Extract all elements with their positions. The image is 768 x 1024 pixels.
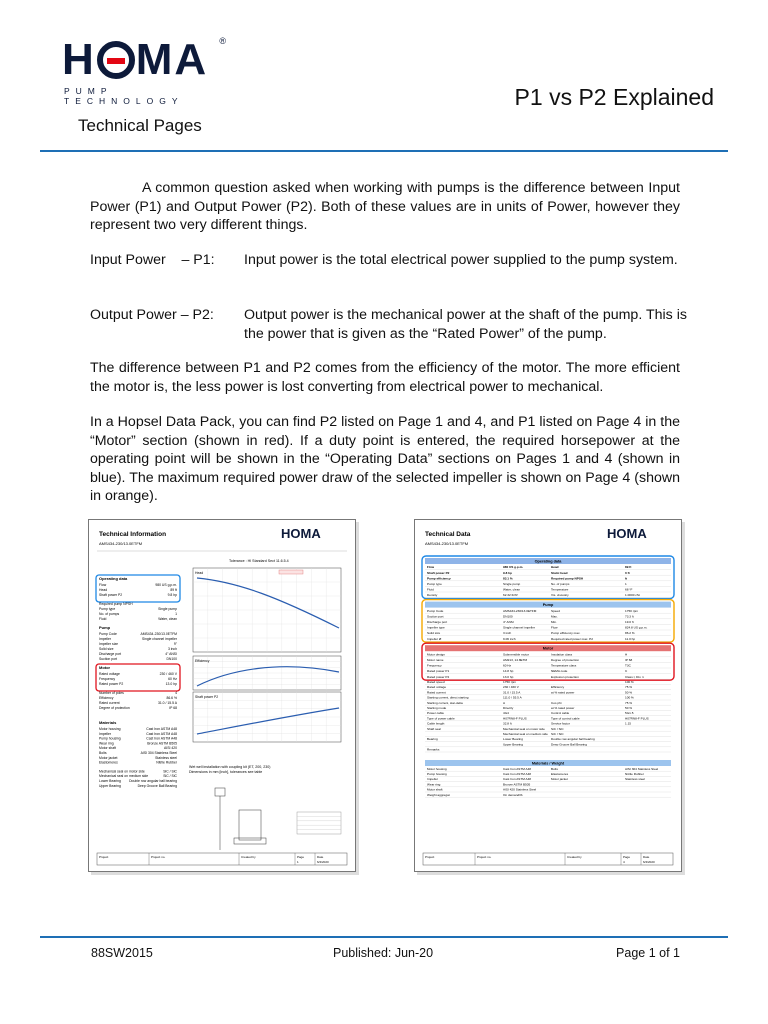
page1-spec-label: Fluid xyxy=(99,617,107,621)
definition-p1 xyxy=(90,251,690,270)
page4-cell: Bearing xyxy=(427,737,438,742)
page4-cell: H07RN8-F PLUS xyxy=(503,716,527,721)
page4-cell: Fluid xyxy=(427,587,434,592)
page4-cell: 11.0 hp xyxy=(625,636,636,641)
page1-spec-value: 230 / 460 V xyxy=(159,672,177,676)
page4-cell: 89 ft xyxy=(625,565,632,570)
page1-dimension-drawing xyxy=(215,788,341,850)
page4-cell: 19.0 ft xyxy=(625,620,634,624)
page4-cell: 75 % xyxy=(625,700,633,705)
page1-logo: HOMA xyxy=(281,526,321,541)
page4-cell: Impeller type xyxy=(427,625,445,630)
page4-cell: 4G4 xyxy=(503,711,509,716)
page1-spec-label: Impeller size xyxy=(99,642,119,646)
page1-spec-label: Discharge port xyxy=(99,652,122,656)
page1-spec-label: Elastomeres xyxy=(99,760,118,765)
page4-footer-table xyxy=(423,853,673,865)
header-divider xyxy=(40,150,728,152)
page4-cell: Pump efficiency xyxy=(427,576,451,581)
page4-cell: 1.15 xyxy=(625,721,632,726)
page4-cell: H07RN8-F PLUS xyxy=(625,716,649,721)
page4-cell: 73.3 ft xyxy=(625,614,634,619)
page4-cell: Type of control cable xyxy=(551,716,580,721)
datasheet-page-1-thumbnail xyxy=(88,519,356,872)
page1-spec-label: Suction port xyxy=(99,657,118,661)
page1-footer-label: Project no. xyxy=(151,855,166,859)
page1-spec-label: Mechanical seal on motor side xyxy=(99,769,145,774)
page4-cell: Cast Iron ASTM A48 xyxy=(503,766,532,771)
datasheet-page-1-drawing xyxy=(89,520,355,871)
page1-spec-label: Motor housing xyxy=(99,727,121,731)
page1-footer-label: Created by xyxy=(241,855,256,859)
page4-cell: 0 ft xyxy=(625,570,630,575)
page4-cell: Weight aggregat xyxy=(427,792,450,797)
page1-spec-label: Impeller xyxy=(99,731,112,736)
page1-spec-value: 3 inch xyxy=(167,647,177,651)
page4-cell: Motor shaft xyxy=(427,787,443,792)
page1-spec-value: AISI 304 Stainless Steel xyxy=(140,751,177,755)
page1-spec-label: Rated voltage xyxy=(99,672,120,676)
definition-term: Output Power – P2: xyxy=(90,307,214,323)
logo-tagline: PUMP TECHNOLOGY xyxy=(64,86,184,106)
page1-spec-value: Cast Iron ASTM A48 xyxy=(146,727,177,731)
page4-cell: On demand/lb xyxy=(503,792,523,797)
page4-cell: 100 % xyxy=(625,680,634,684)
page4-cell: 100 % xyxy=(625,695,634,700)
page4-cell: Speed xyxy=(551,608,560,613)
page4-cell: 1 xyxy=(625,582,627,586)
page1-footer-frame xyxy=(97,853,347,865)
page1-spec-value: Bronze ASTM B505 xyxy=(147,741,177,746)
page4-footer-label: Project xyxy=(425,855,435,859)
page4-cell: Rated speed xyxy=(427,680,445,684)
page4-cell: Bronze ASTM B505 xyxy=(503,782,531,787)
page4-cell: 68 °F xyxy=(625,587,633,592)
logo-o-mark xyxy=(97,41,135,79)
page4-cell: 62.32 lb/ft³ xyxy=(503,593,518,598)
logo-wordmark: H MA xyxy=(62,35,209,84)
page4-cell: at % rated power xyxy=(551,706,575,710)
page4-cell: SiC / SiC xyxy=(551,732,564,736)
page1-section-heading: Materials xyxy=(99,720,117,725)
page4-cell: Shaft power P2 xyxy=(427,570,450,575)
page1-spec-value: 980 US g.p.m. xyxy=(155,583,177,587)
difference-paragraph: The difference between P1 and P2 comes from the efficiency of the motor. The more efficient the motor is, the less power is lost converting from electrical power to mechanical. xyxy=(90,360,680,395)
page4-cell: Required rated power max. P2 xyxy=(551,636,593,641)
page1-spec-value: Stainless steel xyxy=(155,755,177,760)
page4-cell: Rated power P1 xyxy=(427,669,450,674)
page4-cell: 83.1 % xyxy=(503,576,513,581)
page4-cell: SiC / SiC xyxy=(551,726,564,731)
page4-cell: Motor design xyxy=(427,652,445,657)
page4-cell: Rated voltage xyxy=(427,685,447,690)
page1-drawing-part xyxy=(215,788,225,796)
page1-footer-value: 1 xyxy=(297,860,299,864)
page4-cell: Flow xyxy=(551,625,558,630)
page1-spec-value: 9" xyxy=(173,642,177,646)
page4-cell: Mechanical seal on motor side xyxy=(503,726,545,731)
page4-cell: Degree of protection xyxy=(551,658,580,662)
page4-cell: 1750 rpm xyxy=(503,680,517,684)
page1-spec-value: 4 xyxy=(175,691,177,695)
page4-cell: Solid size xyxy=(427,631,441,636)
page4-cell: 9.06 inch xyxy=(503,636,516,641)
page4-cell: 31.0 / 15.5 A xyxy=(503,690,521,695)
page4-cell: Max. xyxy=(551,614,558,619)
page1-chart-caption: Tolerance : HI Standard Sect 11.6.5.4 xyxy=(229,559,289,563)
page1-spec-label: Shaft power P2 xyxy=(99,593,123,597)
page1-spec-value: Nitrile Rubber xyxy=(156,760,177,765)
page4-cell: 9.8 hp xyxy=(503,570,512,575)
footer-published: Published: Jun-20 xyxy=(333,946,434,960)
datasheet-page-4-drawing xyxy=(415,520,681,871)
page4-cell: Vis. viscosity xyxy=(551,593,569,598)
page1-dimension-table xyxy=(297,812,341,834)
page1-footer-label: Page xyxy=(297,855,305,859)
page4-cell: 824.8 US g.p.m. xyxy=(625,625,648,630)
page1-spec-value: DN100 xyxy=(166,657,177,661)
page4-cell: Pump housing xyxy=(427,772,447,776)
page4-cell: 50 % xyxy=(625,706,633,710)
page4-cell: Upper Bearing xyxy=(503,742,523,747)
page4-cell: Frequency xyxy=(427,663,442,668)
page4-cell: Cast Iron ASTM A48 xyxy=(503,777,532,782)
page4-section-heading: Pump xyxy=(542,603,554,607)
page1-spec-value: 13.0 hp xyxy=(165,682,177,686)
page1-performance-chart xyxy=(193,568,341,742)
page4-cell: Flow xyxy=(427,565,435,570)
hopsel-paragraph: In a Hopsel Data Pack, you can find P2 listed on Page 1 and 4, and P1 listed on Page 4 in the “Motor” section (shown in red). If a duty point is entered, the required horsepower at the operating point will be shown in the “Operating Data” sections on Pages 1 and 4 (shown in blue). The maximum required power draw of the selected impeller is shown on Page 4 (shown in orange). xyxy=(90,414,680,505)
page4-cell: Motor name xyxy=(427,658,444,662)
page1-spec-column xyxy=(96,575,180,788)
page1-spec-label: Impeller xyxy=(99,637,112,641)
page1-spec-label: Motor shaft xyxy=(99,746,116,751)
page4-cell: Motor housing xyxy=(427,766,447,771)
page4-cell: 32.8 ft xyxy=(503,721,512,726)
page1-section-heading: Motor xyxy=(99,665,111,670)
page4-cell: Shaft seal xyxy=(427,726,441,731)
page4-cell: T3C xyxy=(625,663,631,668)
page4-cell: Cos phi xyxy=(551,700,562,705)
page4-cell: Deep Groove Ball Bearing xyxy=(551,742,587,747)
page4-cell: 980 US g.p.m. xyxy=(503,565,524,570)
footer-page-number: Page 1 of 1 xyxy=(616,946,680,960)
page4-footer-value: 4 xyxy=(623,860,625,864)
definition-desc: Input power is the total electrical power supplied to the pump system. xyxy=(244,252,678,268)
page4-cell: 14.8 hp xyxy=(503,669,514,674)
page1-spec-label: Solid size xyxy=(99,647,114,651)
page1-drawing-pump xyxy=(239,810,261,840)
page4-cell: 5G1.5 xyxy=(625,711,634,716)
page1-spec-label: Head xyxy=(99,588,108,592)
page4-cell: Class I, Div. 1 xyxy=(625,674,644,679)
page4-cell: Bolts xyxy=(551,766,558,771)
page4-cell: C xyxy=(625,669,628,674)
page4-cell: AMS434-230/13.0ETFM xyxy=(503,608,537,613)
page1-spec-value: 9.8 hp xyxy=(167,593,177,597)
page1-spec-value: 1 xyxy=(175,612,177,616)
page4-cell: Temperature class xyxy=(551,663,577,668)
page1-tolerance-box xyxy=(279,570,303,574)
page1-spec-value: 60 Hz xyxy=(168,677,177,681)
page1-install-note: Wet well installation with coupling kit (ET, 200, 230) xyxy=(189,765,271,769)
page1-spec-value: SiC / SiC xyxy=(163,769,177,774)
page4-cell: Static head xyxy=(551,570,568,575)
page4-logo: HOMA xyxy=(607,526,647,541)
page1-spec-label: Frequency xyxy=(99,677,116,681)
page4-footer-label: Created by xyxy=(567,855,582,859)
page4-title: Technical Data xyxy=(425,531,471,538)
page4-cell: Directly xyxy=(503,706,514,710)
intro-paragraph: A common question asked when working with pumps is the difference between Input Power (P1) and Output Power (P2). Both of these values are in units of Power, however they represent two very different things. xyxy=(90,180,680,234)
page4-cell: Pump type xyxy=(427,582,442,586)
page4-cell: Head xyxy=(551,565,559,570)
page1-spec-label: Rated current xyxy=(99,701,120,705)
page1-spec-value: 31.0 / 15.5 A xyxy=(157,701,177,705)
logo-registered-mark: ® xyxy=(219,36,226,46)
page4-footer-label: Project no. xyxy=(477,855,492,859)
page4-cell: Rated current xyxy=(427,690,446,695)
page1-footer-label: Project xyxy=(99,855,109,859)
page1-section-heading: Pump xyxy=(99,625,111,630)
page1-spec-value: Deep Groove Ball Bearing xyxy=(137,783,177,788)
page1-spec-label: Number of poles xyxy=(99,691,124,695)
page4-cell: Rated power P2 xyxy=(427,674,450,679)
page4-cell: DN100 xyxy=(503,614,513,619)
page4-cell: Remarks xyxy=(427,747,440,752)
page4-cell: Impeller xyxy=(427,777,439,782)
page4-footer-label: Date xyxy=(643,855,650,859)
page1-spec-label: Pump Code xyxy=(99,632,117,636)
homa-logo xyxy=(62,35,226,106)
page4-cell: Min. xyxy=(551,620,557,624)
page4-cell: Efficiency xyxy=(551,685,565,690)
page1-spec-value: AMS434-230/13.0ETFM xyxy=(140,632,177,636)
page4-cell: Submersible motor xyxy=(503,652,529,657)
page4-cell: 86.2 % xyxy=(625,631,635,636)
page4-cell: ft xyxy=(625,576,628,581)
page4-cell: Double row angular ball bearing xyxy=(551,737,595,742)
page4-cell: 1750 rpm xyxy=(625,608,639,613)
page4-cell: 111.0 / 55.5 A xyxy=(503,695,522,700)
definition-desc: Output power is the mechanical power at the shaft of the pump. This is the power that is given as the “Rated Power” of the pump. xyxy=(244,307,687,342)
page1-chart-label-efficiency: Efficiency xyxy=(195,659,210,663)
section-title: Technical Pages xyxy=(78,116,202,135)
page4-cell: A xyxy=(503,700,506,705)
page4-cell: AM213, 14.8ETM xyxy=(503,658,528,662)
page4-section-heading: Materials / Weight xyxy=(531,761,565,766)
page4-cell: Control cable xyxy=(551,711,570,716)
footer-divider xyxy=(40,936,728,938)
page4-footer-frame xyxy=(423,853,673,865)
page4-footer-label: Page xyxy=(623,855,631,859)
page1-chart-label-head: Head xyxy=(195,571,204,575)
page4-cell: AISI 304 Stainless Steel xyxy=(625,766,659,771)
page4-cell: Power cable xyxy=(427,711,445,716)
page4-cell: 1.0000 cSt xyxy=(625,593,640,598)
page4-cell: Nitrile Rubber xyxy=(625,772,644,776)
page1-spec-value: Cast Iron ASTM A48 xyxy=(146,736,177,741)
page4-cell: AISI 420 Stainless Steel xyxy=(503,787,537,792)
page4-cell: Suction port xyxy=(427,614,444,619)
page4-cell: Type of power cable xyxy=(427,716,455,721)
page4-cell: 3 inch xyxy=(503,631,512,636)
page1-title: Technical Information xyxy=(99,531,167,538)
page1-spec-value: IP 68 xyxy=(169,706,177,710)
page1-efficiency-curve xyxy=(197,667,339,686)
page1-spec-value: SiC / SiC xyxy=(163,774,177,779)
page4-model: AMS434-230/13.0ETFM xyxy=(425,541,469,546)
page4-cell: Cable length xyxy=(427,721,445,726)
page4-cell: Temperature xyxy=(551,587,569,592)
page4-data-tables xyxy=(422,556,674,797)
page4-cell: Water, clean xyxy=(503,587,521,592)
page1-spec-label: Degree of protection xyxy=(99,706,130,710)
definition-p2 xyxy=(90,306,690,343)
page1-spec-value: 89 ft xyxy=(170,588,177,592)
page4-cell: Mechanical seal on medium side xyxy=(503,732,548,736)
page1-footer-value: 6/4/2020 xyxy=(317,860,329,864)
page4-section-heading: Motor xyxy=(542,646,554,651)
page1-spec-label: Wear ring xyxy=(99,741,114,746)
page4-cell: Density xyxy=(427,593,438,598)
page1-spec-label: Upper Bearing xyxy=(99,783,121,788)
page1-spec-label: Efficiency xyxy=(99,696,114,700)
page1-chart-label-power: Shaft power P2 xyxy=(195,695,219,699)
page1-spec-label: Rated power P2 xyxy=(99,682,124,686)
page1-footer-label: Date xyxy=(317,855,324,859)
page4-cell: IP 68 xyxy=(625,658,633,662)
page4-cell: Insulation class xyxy=(551,652,573,657)
page4-cell: 230 / 460 V xyxy=(503,685,519,690)
page1-spec-label: Bolts xyxy=(99,751,107,755)
page1-spec-value: Water, clean xyxy=(158,617,177,621)
page1-footer-table xyxy=(97,853,347,865)
page4-cell: Starting current, star-delta xyxy=(427,700,463,705)
page4-cell: Single channel impeller xyxy=(503,625,535,630)
page1-spec-label: Flow xyxy=(99,583,107,587)
page4-cell: 75 % xyxy=(625,685,633,690)
page1-power-curve xyxy=(197,708,339,734)
page4-cell: Elastomeres xyxy=(551,772,569,776)
page1-spec-label: Pump type xyxy=(99,607,116,611)
page4-cell: 4" ANSI xyxy=(503,620,514,624)
page1-spec-label: Required pump NPSH xyxy=(99,602,133,606)
page4-cell: Required pump NPSH xyxy=(551,576,584,581)
page1-spec-value: 86.6 % xyxy=(166,696,177,700)
page4-cell: No. of pumps xyxy=(551,582,570,586)
datasheet-page-4-thumbnail xyxy=(414,519,682,872)
page1-spec-value: Single pump xyxy=(158,607,177,611)
page1-spec-label: Mechanical seal on medium side xyxy=(99,774,149,779)
page4-footer-value: 6/4/2020 xyxy=(643,860,655,864)
page4-cell: Wear ring xyxy=(427,782,441,787)
page1-spec-label: Lower Bearing xyxy=(99,779,121,783)
page4-cell: 13.0 hp xyxy=(503,674,514,679)
page4-cell: H xyxy=(625,652,628,657)
page1-spec-value: 4" ANSI xyxy=(165,652,177,656)
page1-spec-label: Pump housing xyxy=(99,736,121,741)
page4-cell: at % rated power xyxy=(551,690,575,695)
page4-cell: 50 % xyxy=(625,690,633,695)
page4-cell: Starting mode xyxy=(427,706,447,710)
document-title: P1 vs P2 Explained xyxy=(514,84,714,110)
footer-doc-code: 88SW2015 xyxy=(91,946,153,960)
page4-cell: Starting current, direct starting xyxy=(427,695,469,700)
page4-cell: Service factor xyxy=(551,721,570,726)
page1-spec-value: Single channel impeller xyxy=(141,637,177,641)
page4-cell: Pump Code xyxy=(427,608,444,613)
page1-spec-label: Motor jacket xyxy=(99,755,118,760)
page1-head-curve xyxy=(197,578,339,628)
page4-cell: Pump efficiency max. xyxy=(551,631,581,636)
page1-dim-note: Dimensions in mm [inch], tolerances see table xyxy=(189,770,263,774)
page1-section-heading: Operating data xyxy=(99,576,128,581)
page4-cell: Motor jacket xyxy=(551,777,568,782)
page4-cell: Single pump xyxy=(503,582,521,586)
page1-spec-value: AISI 420 xyxy=(163,746,177,751)
page4-section-heading: Operating data xyxy=(534,559,562,564)
definition-term: Input Power – P1: xyxy=(90,252,215,268)
page4-cell: 60 Hz xyxy=(503,663,512,668)
page1-spec-value: Double row angular ball bearing xyxy=(129,779,177,783)
page4-cell: NEMA code xyxy=(551,669,568,674)
page4-cell: Stainless steel xyxy=(625,777,645,782)
page1-model: AMS434-230/13.0ETFM xyxy=(99,541,143,546)
page4-cell: Impeller Ø xyxy=(427,636,442,641)
page4-cell: Explosion protection xyxy=(551,674,579,679)
page4-cell: Cast Iron ASTM A48 xyxy=(503,772,532,776)
page4-cell: Lower Bearing xyxy=(503,737,523,742)
page1-spec-label: No. of pumps xyxy=(99,612,120,616)
page4-cell: Discharge port xyxy=(427,620,448,624)
page1-spec-value: Cast Iron ASTM A48 xyxy=(146,731,177,736)
